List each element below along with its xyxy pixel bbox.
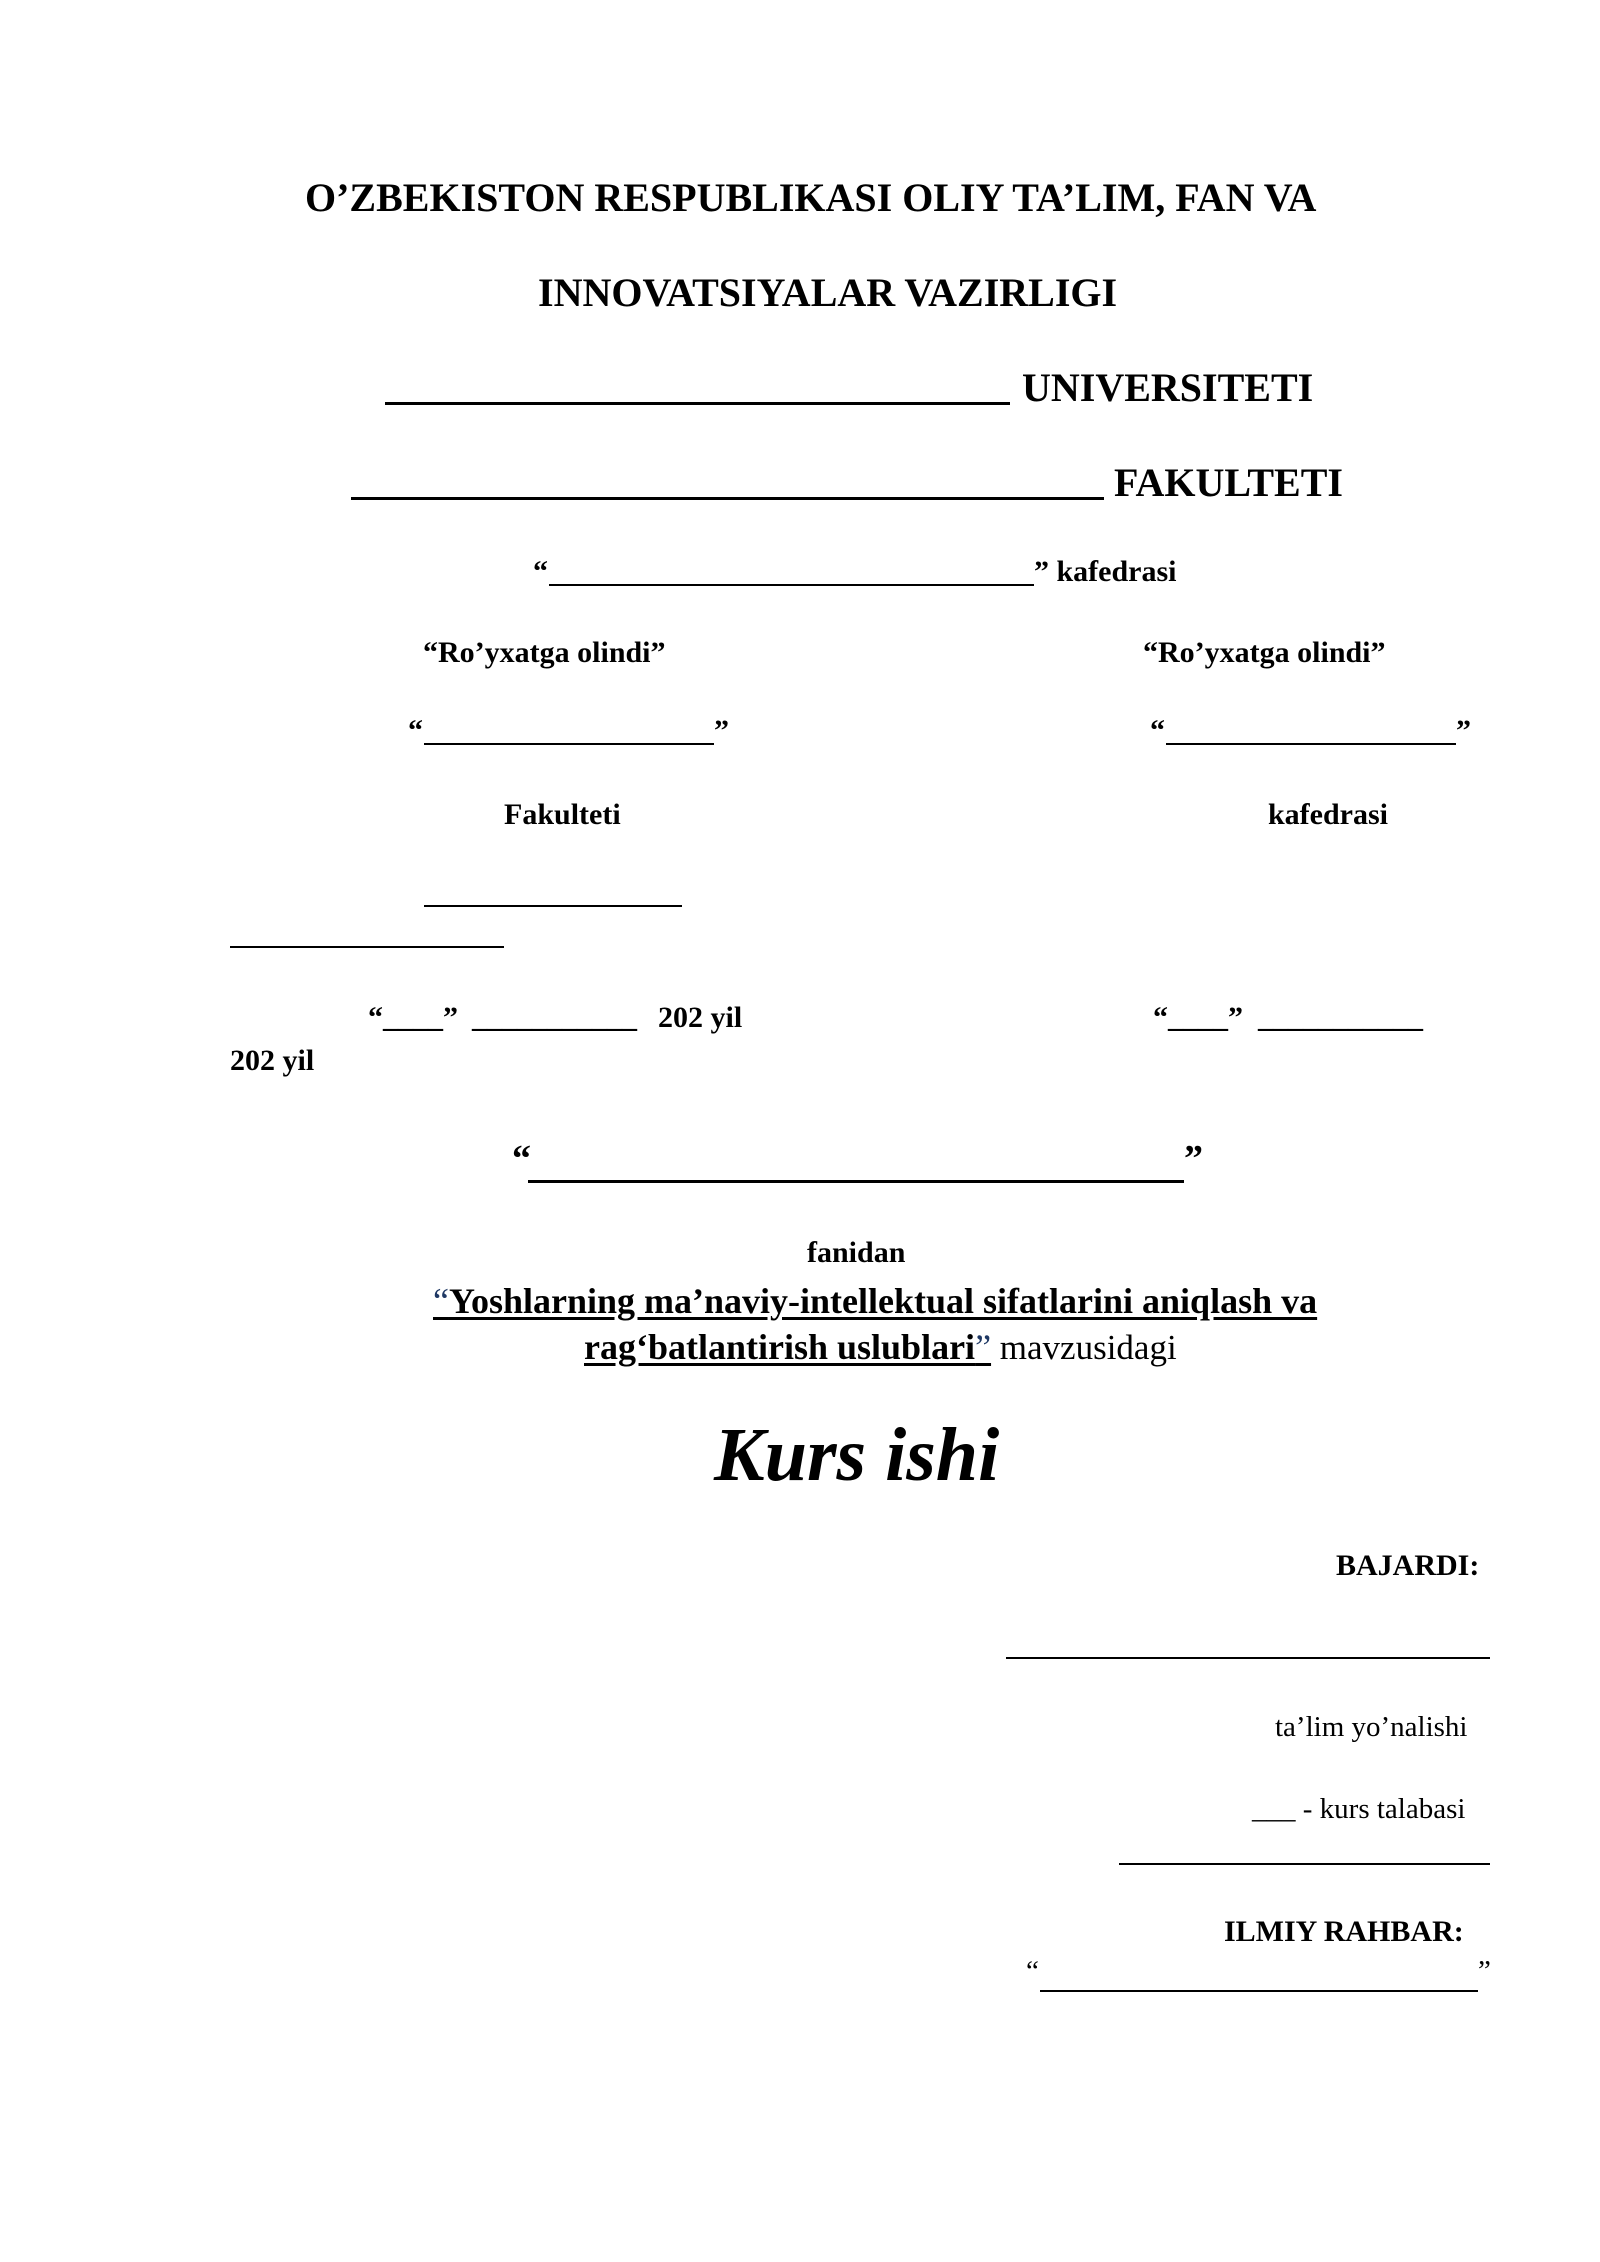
- registration-left-title: “Ro’yxatga olindi”: [423, 636, 666, 669]
- document-title: Kurs ishi: [714, 1413, 1000, 1497]
- direction-label: ta’lim yo’nalishi: [1275, 1711, 1468, 1743]
- registration-right-open-quote: “: [1150, 714, 1165, 747]
- bajardi-label: BAJARDI:: [1336, 1549, 1480, 1582]
- topic-line1: [433, 1283, 1317, 1319]
- registration-right-date-blank: ___________: [1258, 1001, 1423, 1034]
- registration-left-year: 202 yil: [658, 1001, 743, 1034]
- ministry-title-line1: O’ZBEKISTON RESPUBLIKASI OLIY TA’LIM, FAN VA: [305, 175, 1317, 220]
- university-name-blank: [385, 402, 1010, 405]
- course-blank: [1119, 1863, 1490, 1865]
- subject-open-quote: “: [512, 1138, 531, 1180]
- registration-left-date-quote: “____”: [368, 1001, 458, 1034]
- topic-text-line2: rag‘batlantirish uslublari: [584, 1327, 976, 1367]
- advisor-label: ILMIY RAHBAR:: [1224, 1915, 1464, 1948]
- faculty-name-blank: [351, 497, 1104, 500]
- registration-year-wrapped: 202 yil: [230, 1044, 315, 1077]
- advisor-close-quote: ”: [1478, 1955, 1491, 1987]
- topic-suffix: mavzusidagi: [991, 1328, 1177, 1367]
- topic-close-quote: ”: [975, 1327, 992, 1367]
- registration-left-close-quote: ”: [714, 714, 729, 747]
- ministry-title-line2: INNOVATSIYALAR VAZIRLIGI: [538, 270, 1118, 315]
- registration-left-signature-line: [424, 905, 682, 907]
- topic-text-line1: Yoshlarning ma’naviy-intellektual sifatlarini aniqlash va: [448, 1281, 1318, 1321]
- student-name-blank: [1006, 1657, 1490, 1659]
- registration-left-blank: [424, 743, 714, 745]
- department-open-quote: “: [533, 555, 548, 588]
- registration-right-title: “Ro’yxatga olindi”: [1143, 636, 1386, 669]
- faculty-label: FAKULTETI: [1114, 460, 1343, 505]
- registration-right-blank: [1166, 743, 1456, 745]
- subject-close-quote: ”: [1184, 1138, 1203, 1180]
- registration-left-open-quote: “: [408, 714, 423, 747]
- advisor-open-quote: “: [1026, 1955, 1039, 1987]
- department-label: ” kafedrasi: [1034, 555, 1177, 588]
- subject-fanidan: fanidan: [807, 1236, 906, 1269]
- university-label: UNIVERSITETI: [1022, 365, 1314, 410]
- registration-left-extra-line: [230, 946, 504, 948]
- registration-right-close-quote: ”: [1456, 714, 1471, 747]
- advisor-name-blank: [1040, 1990, 1478, 1992]
- topic-line2: [584, 1329, 1177, 1365]
- registration-right-date-quote: “____”: [1153, 1001, 1243, 1034]
- registration-left-date-blank: ___________: [472, 1001, 637, 1034]
- topic-open-quote: “: [433, 1281, 449, 1321]
- registration-right-unit: kafedrasi: [1268, 798, 1388, 831]
- subject-name-blank: [528, 1180, 1184, 1183]
- department-name-blank: [549, 584, 1034, 586]
- registration-left-unit: Fakulteti: [504, 798, 621, 831]
- course-label: ___ - kurs talabasi: [1252, 1793, 1466, 1825]
